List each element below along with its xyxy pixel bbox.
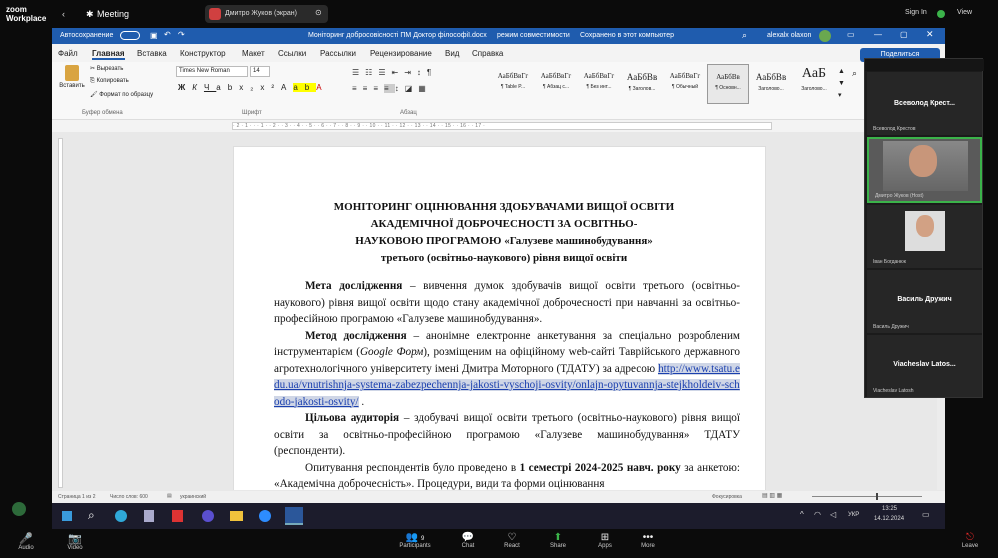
title-line: третього (освітньо-наукового) рівня вищої освіти bbox=[380, 252, 628, 264]
paragraph-group-label: Абзац bbox=[400, 110, 417, 116]
participant-tile[interactable] bbox=[867, 335, 982, 397]
style-name: Заголово... bbox=[758, 86, 784, 92]
share-icon: ⬆ bbox=[553, 532, 563, 543]
line-spacing-button[interactable]: ↕ bbox=[394, 84, 405, 93]
chat-label: Chat bbox=[461, 543, 475, 549]
method-text-2: ), розміщеним на офіційному web-сайті Таврійського державного агротехнологічного університету імені Дмитра Моторного (ТДАТУ) за адресою bbox=[274, 346, 741, 375]
zoom-thumb[interactable] bbox=[876, 493, 878, 500]
share-screen-button[interactable] bbox=[538, 532, 578, 549]
ribbon-tab[interactable]: Рассылки bbox=[320, 49, 356, 58]
font-color-button[interactable]: A bbox=[316, 83, 329, 92]
participant-tile-active[interactable] bbox=[867, 137, 982, 203]
view-button[interactable]: View bbox=[957, 9, 973, 16]
style-item[interactable] bbox=[793, 64, 835, 104]
view-buttons[interactable]: ▤ ▥ ▦ bbox=[762, 493, 783, 499]
align-center-button[interactable]: ≡ bbox=[362, 84, 374, 93]
autosave-label: Автосохранение bbox=[60, 32, 114, 39]
style-item[interactable] bbox=[750, 64, 792, 104]
bullets-button[interactable]: ☰ bbox=[352, 68, 366, 77]
ribbon-tab[interactable]: Макет bbox=[242, 49, 265, 58]
ribbon bbox=[52, 62, 945, 120]
method-end: . bbox=[358, 395, 365, 408]
ribbon-tab[interactable]: Ссылки bbox=[278, 49, 307, 58]
windows-taskbar bbox=[52, 503, 945, 529]
participant-panel bbox=[864, 58, 983, 398]
style-item[interactable] bbox=[664, 64, 706, 104]
ribbon-tab[interactable]: Конструктор bbox=[180, 49, 226, 58]
justify-button[interactable]: ≡ bbox=[384, 84, 395, 93]
survey-text-2: за анкетою: «Академічна доброчесність». Процедури, види та форми оцінювання bbox=[274, 461, 740, 490]
style-sample: АаБбВвГг bbox=[669, 72, 701, 80]
redo-icon[interactable]: ↷ bbox=[178, 30, 185, 39]
minimize-icon[interactable]: — bbox=[874, 30, 882, 39]
paragraph-audience bbox=[274, 410, 740, 460]
ribbon-display-icon[interactable]: ▭ bbox=[847, 30, 855, 39]
clock-time[interactable]: 13:25 bbox=[882, 506, 898, 512]
participants-label: Participants bbox=[399, 543, 431, 549]
style-name: ¶ Заголов... bbox=[628, 86, 656, 92]
participants-button[interactable] bbox=[390, 532, 440, 549]
clipboard-group-label: Буфер обмена bbox=[82, 110, 123, 116]
tray-arrow-icon[interactable]: ^ bbox=[800, 510, 804, 519]
google-forms-text: Google Форм bbox=[359, 346, 424, 358]
user-name[interactable]: alexalx olaxon bbox=[767, 32, 812, 39]
more-icon: ••• bbox=[642, 532, 654, 543]
apps-button[interactable] bbox=[585, 532, 625, 549]
participant-tile[interactable] bbox=[867, 72, 982, 135]
increase-indent-button[interactable]: ⇥ bbox=[404, 68, 417, 77]
paste-label: Вставить bbox=[59, 83, 85, 89]
title-line: НАУКОВОЮ ПРОГРАМОЮ «Галузеве машинобудування» bbox=[355, 235, 653, 247]
share-label: Дмитро Жуков (экран) bbox=[225, 10, 297, 17]
paragraph-buttons bbox=[352, 68, 437, 77]
show-marks-button[interactable]: ¶ bbox=[426, 68, 438, 77]
participant-tile[interactable] bbox=[867, 270, 982, 333]
ruler[interactable] bbox=[232, 122, 772, 130]
audience-text: – здобувачі вищої освіти третього (освітньо-наукового) рівня вищої освіти за освітньо-професійною програмою «Галузеве машинобудування» ТДАТУ (респонденти). bbox=[274, 412, 741, 457]
survey-text: Опитування респондентів було проведено в bbox=[305, 461, 520, 474]
numbering-button[interactable]: ☷ bbox=[365, 68, 379, 77]
search-icon[interactable]: ⌕ bbox=[88, 508, 95, 522]
sort-button[interactable]: ↕ bbox=[416, 68, 427, 77]
align-left-button[interactable]: ≡ bbox=[352, 84, 363, 93]
share-button-label: Поделиться bbox=[880, 51, 920, 58]
ribbon-tab[interactable]: Файл bbox=[58, 49, 78, 58]
participant-label: Дмитро Жуков (Host) bbox=[875, 193, 924, 199]
ribbon-tabs bbox=[52, 44, 945, 62]
copy-label: Копировать bbox=[96, 78, 129, 84]
participant-count: 9 bbox=[420, 536, 425, 542]
autosave-toggle[interactable] bbox=[120, 31, 140, 40]
goal-heading: Мета дослідження bbox=[305, 280, 403, 292]
word-count[interactable]: Число слов: 600 bbox=[110, 494, 148, 500]
apps-label: Apps bbox=[598, 543, 612, 549]
document-title-block bbox=[274, 199, 734, 267]
method-text: – анонімне електронне анкетування за спеціально розробленим інструментарієм ( bbox=[274, 329, 741, 358]
apps-icon: ⊞ bbox=[600, 532, 610, 543]
styles-gallery bbox=[492, 64, 837, 106]
participant-face bbox=[909, 145, 937, 177]
back-icon[interactable]: ‹ bbox=[62, 9, 65, 19]
style-name: ¶ Абзац с... bbox=[542, 84, 570, 90]
cut-label: Вырезать bbox=[96, 66, 124, 72]
strike-button[interactable]: ab bbox=[216, 83, 240, 92]
ribbon-tab[interactable]: Вставка bbox=[137, 49, 167, 58]
align-buttons bbox=[352, 84, 432, 93]
windows-start-icon[interactable] bbox=[62, 511, 72, 521]
align-right-button[interactable]: ≡ bbox=[373, 84, 385, 93]
decrease-indent-button[interactable]: ⇤ bbox=[391, 68, 405, 77]
avatar[interactable] bbox=[819, 30, 831, 42]
style-sample: АаБбВв bbox=[626, 72, 658, 82]
share-badge-icon bbox=[209, 8, 221, 20]
paragraph-goal bbox=[274, 278, 740, 328]
more-button[interactable] bbox=[628, 532, 668, 549]
superscript-button[interactable]: x² bbox=[260, 83, 281, 92]
leave-button[interactable] bbox=[950, 532, 990, 549]
meeting-icon: ✱ bbox=[86, 9, 94, 19]
survey-period: 1 семестрі 2024-2025 навч. року bbox=[519, 461, 681, 474]
styles-scroll[interactable]: ▲ ▼ ▾ bbox=[838, 68, 845, 99]
sign-in-link[interactable]: Sign In bbox=[905, 9, 927, 16]
leave-label: Leave bbox=[961, 543, 979, 549]
more-label: More bbox=[641, 543, 655, 549]
copy-button[interactable]: ⎘ Копировать bbox=[90, 78, 129, 84]
style-item[interactable] bbox=[492, 64, 534, 104]
participant-name: Всеволод Крест... bbox=[894, 100, 955, 107]
participant-label: Viacheslav Latosh bbox=[873, 388, 914, 394]
maximize-icon[interactable]: ▢ bbox=[900, 30, 908, 39]
style-sample: АаБбВв bbox=[755, 72, 787, 82]
save-icon[interactable]: ▣ bbox=[150, 31, 158, 40]
saved-status: Сохранено в этот компьютер bbox=[580, 32, 675, 39]
underline-button[interactable]: Ч bbox=[203, 83, 217, 92]
style-name: ¶ Без инт... bbox=[586, 84, 612, 90]
survey-link[interactable]: http://www.tsatu.edu.ua/vnutrishnja-systema-zabezpechennja-jakosti-vyschoji-osvity/onlajn-opytuvannja-stejkholdeiv-schodo-jakosti-osvity/ bbox=[274, 362, 740, 408]
undo-icon[interactable]: ↶ bbox=[164, 30, 171, 39]
font-name-select[interactable] bbox=[176, 66, 248, 77]
zoom-app-icon[interactable] bbox=[259, 510, 271, 522]
language-status[interactable]: украинский bbox=[180, 494, 207, 500]
participant-label: Василь Дружич bbox=[873, 324, 909, 330]
zoom-top-bar bbox=[0, 0, 998, 28]
mic-icon: 🎤 bbox=[19, 533, 33, 545]
video-label: Video bbox=[67, 545, 83, 551]
media-icon[interactable] bbox=[202, 510, 214, 522]
ruler-ticks: · 2 · 1 · · · 1 · · 2 · · 3 · · 4 · · 5 · · 6 · · 7 · · 8 · · 9 · · 10 · · 11 · · 12 · · 13 · · 14 · · 15 · · 16 · · 17 · bbox=[233, 123, 486, 129]
react-label: React bbox=[504, 543, 520, 549]
share-options-icon[interactable]: ⊙ bbox=[315, 8, 322, 17]
zoom-status-icon[interactable] bbox=[12, 502, 26, 516]
focus-mode[interactable]: Фокусировка bbox=[712, 494, 742, 500]
editing-search-icon[interactable]: ⌕ bbox=[852, 68, 858, 78]
share-label: Share bbox=[549, 543, 566, 549]
ribbon-tab[interactable]: Рецензирование bbox=[370, 49, 432, 58]
style-item[interactable] bbox=[535, 64, 577, 104]
paste-button[interactable] bbox=[58, 65, 86, 89]
files-icon[interactable] bbox=[144, 510, 154, 522]
heart-icon: ♡ bbox=[507, 532, 517, 543]
method-heading: Метод дослідження bbox=[305, 329, 407, 342]
paragraph-survey bbox=[274, 460, 740, 493]
leave-icon: ⎋ bbox=[966, 532, 974, 543]
font-format-buttons bbox=[178, 83, 329, 92]
notification-icon[interactable]: ▭ bbox=[922, 510, 930, 519]
bold-button[interactable]: Ж bbox=[178, 83, 193, 92]
camera-icon: 📷 bbox=[68, 533, 82, 545]
explorer-icon[interactable] bbox=[230, 511, 243, 521]
word-app-icon[interactable] bbox=[285, 507, 303, 525]
share-indicator[interactable] bbox=[205, 5, 328, 23]
zoom-controls bbox=[0, 529, 998, 558]
edge-icon[interactable] bbox=[115, 510, 127, 522]
font-size-select[interactable] bbox=[250, 66, 270, 77]
document-page[interactable] bbox=[233, 146, 766, 491]
audience-heading: Цільова аудиторія bbox=[305, 412, 400, 424]
react-button[interactable] bbox=[492, 532, 532, 549]
style-sample: АаБбВвГг bbox=[497, 72, 529, 80]
audio-button[interactable] bbox=[6, 532, 46, 551]
participant-tile[interactable] bbox=[867, 205, 982, 268]
zoom-slider[interactable] bbox=[812, 496, 922, 497]
meeting-tab[interactable]: Meeting bbox=[97, 9, 130, 19]
italic-button[interactable]: К bbox=[192, 83, 204, 92]
style-sample: АаБбВвГг bbox=[583, 72, 615, 80]
proofing-icon[interactable]: ▤ bbox=[167, 493, 172, 499]
shield-icon bbox=[937, 10, 945, 18]
status-bar bbox=[52, 491, 945, 503]
document-body bbox=[274, 278, 740, 493]
clipboard-icon bbox=[65, 65, 79, 81]
shading-button[interactable]: ◪ bbox=[404, 84, 419, 93]
close-icon[interactable]: ✕ bbox=[926, 29, 934, 39]
style-item[interactable] bbox=[578, 64, 620, 104]
network-icon[interactable]: ◠ bbox=[814, 510, 821, 519]
audio-label: Audio bbox=[18, 545, 34, 551]
goal-text: – вивчення думок здобувачів вищої освіти третього (освітньо-наукового) рівня вищої освіти щодо стану академічної доброчесності при навчанні за освітньо-професійною програмою «Галузеве машинобудування». bbox=[274, 280, 740, 325]
style-sample: АаБбВв bbox=[716, 73, 740, 81]
participant-name: Василь Дружич bbox=[897, 296, 952, 303]
style-item[interactable] bbox=[621, 64, 663, 104]
participant-label: Іван Богданюк bbox=[873, 259, 906, 265]
title-line: АКАДЕМІЧНОЇ ДОБРОЧЕСНОСТІ ЗА ОСВІТНЬО- bbox=[370, 218, 638, 230]
title-line: МОНІТОРИНГ ОЦІНЮВАННЯ ЗДОБУВАЧАМИ ВИЩОЇ ОСВІТИ bbox=[333, 201, 675, 213]
participant-label: Всеволод Крестов bbox=[873, 126, 916, 132]
multilevel-button[interactable]: ☰ bbox=[378, 68, 392, 77]
participant-photo-face bbox=[916, 215, 934, 237]
style-name: Заголово... bbox=[801, 86, 827, 92]
style-name: ¶ Основн... bbox=[715, 85, 741, 91]
style-item[interactable] bbox=[707, 64, 749, 104]
ribbon-tab[interactable]: Справка bbox=[472, 49, 504, 58]
compat-mode-label: режим совместимости bbox=[497, 32, 570, 39]
participant-name: Viacheslav Latos... bbox=[893, 361, 956, 368]
clock-date[interactable]: 14.12.2024 bbox=[874, 516, 905, 522]
zoom-logo: zoom Workplace bbox=[6, 5, 47, 23]
page-count[interactable]: Страница 1 из 2 bbox=[58, 494, 96, 500]
volume-icon[interactable]: ◁ bbox=[830, 510, 837, 519]
keyboard-language[interactable]: УКР bbox=[848, 512, 860, 518]
font-group-label: Шрифт bbox=[242, 110, 262, 116]
ribbon-tab[interactable]: Вид bbox=[445, 49, 460, 58]
document-title: Моніторинг добросовісності ПМ Доктор філософії.docx bbox=[308, 32, 487, 39]
style-name: ¶ Table P... bbox=[500, 84, 526, 90]
word-window bbox=[52, 28, 945, 503]
subscript-button[interactable]: x₂ bbox=[239, 83, 261, 92]
acrobat-icon[interactable] bbox=[172, 510, 183, 522]
font-name-value: Times New Roman bbox=[179, 68, 230, 74]
highlight-button[interactable]: ab bbox=[293, 83, 317, 92]
search-icon[interactable]: ⌕ bbox=[742, 30, 748, 40]
borders-button[interactable]: ▦ bbox=[418, 84, 432, 93]
format-painter-label: Формат по образцу bbox=[99, 92, 154, 98]
chat-icon: 💬 bbox=[461, 532, 475, 543]
cut-button[interactable]: ✂ Вырезать bbox=[90, 66, 124, 72]
panel-toolbar bbox=[865, 59, 984, 71]
video-button[interactable] bbox=[55, 532, 95, 551]
word-title-bar bbox=[52, 28, 945, 44]
style-sample: АаБбВвГг bbox=[540, 72, 572, 80]
style-sample: АаБ bbox=[801, 66, 827, 81]
font-size-value: 14 bbox=[253, 68, 260, 74]
style-name: ¶ Обычный bbox=[671, 84, 699, 90]
vertical-ruler bbox=[58, 138, 63, 488]
people-icon: 👥 9 bbox=[405, 532, 425, 543]
paragraph-method bbox=[274, 328, 740, 411]
chat-button[interactable] bbox=[448, 532, 488, 549]
ribbon-tab[interactable]: Главная bbox=[92, 49, 125, 58]
text-effects-button[interactable]: A bbox=[280, 83, 294, 92]
format-painter-button[interactable]: 🖌 Формат по образцу bbox=[90, 92, 154, 98]
